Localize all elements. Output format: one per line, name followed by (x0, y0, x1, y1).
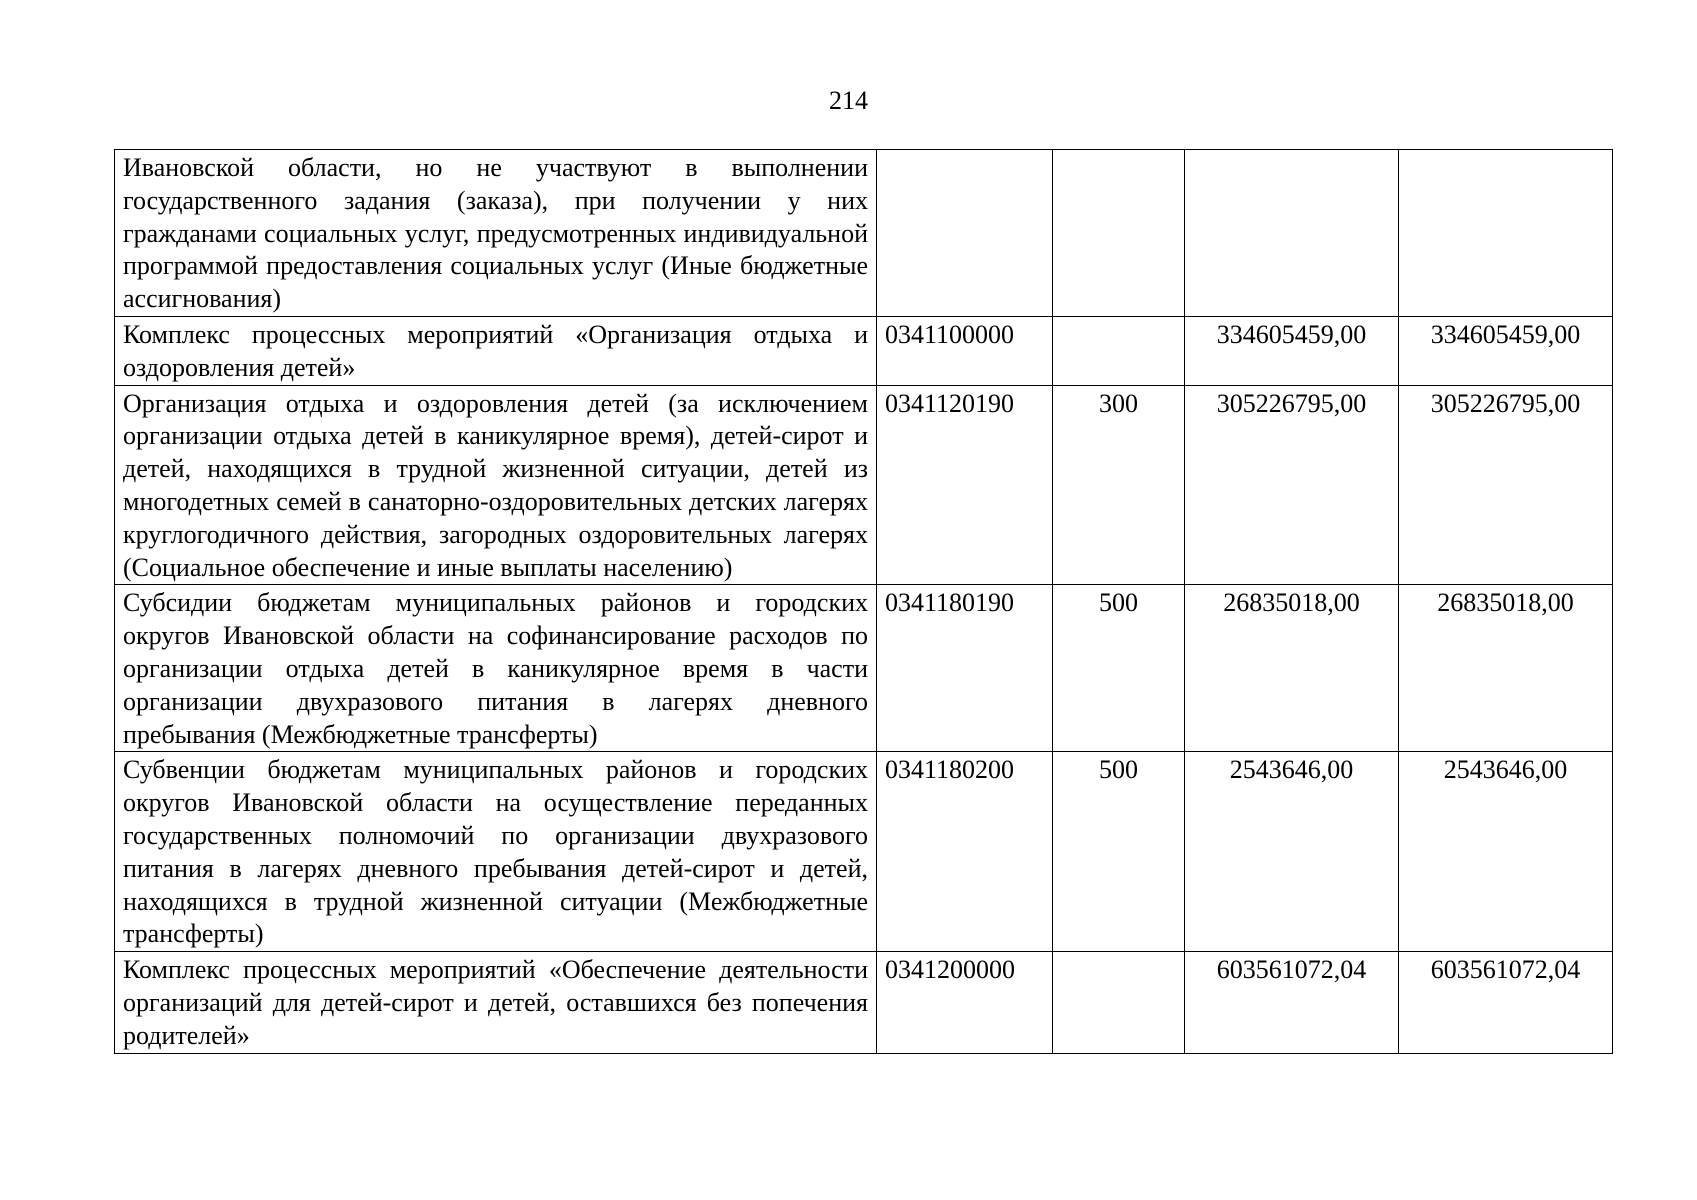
row-year1-cell: 2543646,00 (1185, 752, 1399, 952)
row-name-cell: Ивановской области, но не участвуют в выполнении государственного задания (заказа), при получении у них гражданами социальных услуг, предусмотренных индивидуальной программой предоставления социальных услуг (Иные бюджетные ассигнования) (115, 150, 877, 317)
row-year2-cell: 26835018,00 (1399, 585, 1613, 752)
row-name-cell: Субвенции бюджетам муниципальных районов и городских округов Ивановской области на осуществление переданных государственных полномочий по организации двухразового питания в лагерях дневного пребывания детей-сирот и детей, находящихся в трудной жизненной ситуации (Межбюджетные трансферты) (115, 752, 877, 952)
row-year2-cell: 2543646,00 (1399, 752, 1613, 952)
table-row (115, 316, 1613, 385)
row-vr-cell (1053, 316, 1185, 385)
row-name-cell: Комплекс процессных мероприятий «Организация отдыха и оздоровления детей» (115, 316, 877, 385)
row-vr-cell (1053, 150, 1185, 317)
row-csr-cell: 0341100000 (877, 316, 1053, 385)
table-row (115, 385, 1613, 585)
row-csr-cell (877, 150, 1053, 317)
row-vr-cell: 300 (1053, 385, 1185, 585)
row-year1-cell: 305226795,00 (1185, 385, 1399, 585)
row-year1-cell (1185, 150, 1399, 317)
row-vr-cell: 500 (1053, 752, 1185, 952)
row-csr-cell: 0341200000 (877, 952, 1053, 1053)
table-row (115, 150, 1613, 317)
row-csr-cell: 0341180200 (877, 752, 1053, 952)
table-row (115, 752, 1613, 952)
row-year2-cell: 334605459,00 (1399, 316, 1613, 385)
row-year1-cell: 26835018,00 (1185, 585, 1399, 752)
budget-table (114, 149, 1613, 1054)
row-year2-cell (1399, 150, 1613, 317)
row-vr-cell: 500 (1053, 585, 1185, 752)
row-name-cell: Комплекс процессных мероприятий «Обеспечение деятельности организаций для детей-сирот и детей, оставшихся без попечения родителей» (115, 952, 877, 1053)
row-csr-cell: 0341180190 (877, 585, 1053, 752)
row-year2-cell: 305226795,00 (1399, 385, 1613, 585)
page-number: 214 (829, 86, 868, 115)
table-row (115, 952, 1613, 1053)
table-row (115, 585, 1613, 752)
row-name-cell: Организация отдыха и оздоровления детей (за исключением организации отдыха детей в каникулярное время), детей-сирот и детей, находящихся в трудной жизненной ситуации, детей из многодетных семей в санаторно-оздоровительных детских лагерях круглогодичного действия, загородных оздоровительных лагерях (Социальное обеспечение и иные выплаты населению) (115, 385, 877, 585)
row-name-cell: Субсидии бюджетам муниципальных районов и городских округов Ивановской области на софинансирование расходов по организации отдыха детей в каникулярное время в части организации двухразового питания в лагерях дневного пребывания (Межбюджетные трансферты) (115, 585, 877, 752)
row-year2-cell: 603561072,04 (1399, 952, 1613, 1053)
row-vr-cell (1053, 952, 1185, 1053)
row-year1-cell: 603561072,04 (1185, 952, 1399, 1053)
row-csr-cell: 0341120190 (877, 385, 1053, 585)
row-year1-cell: 334605459,00 (1185, 316, 1399, 385)
